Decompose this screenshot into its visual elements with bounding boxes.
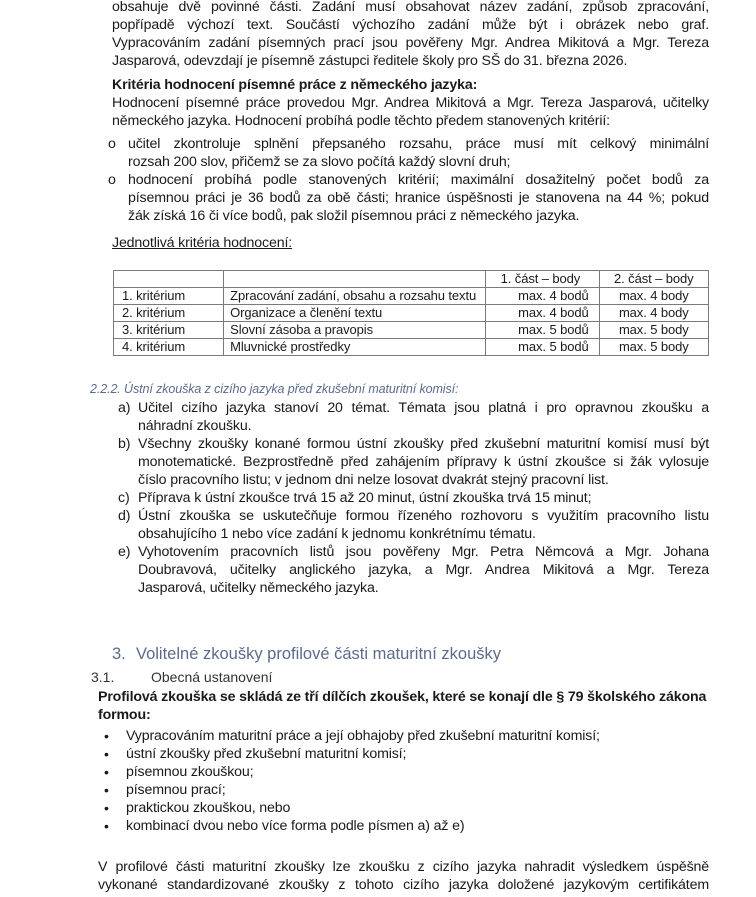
table-cell: max. 4 bodů xyxy=(486,288,599,305)
table-cell: max. 5 bodů xyxy=(486,322,599,339)
subsection-title: Obecná ustanovení xyxy=(151,669,273,685)
text-line: písemnou zkouškou; xyxy=(126,764,254,780)
bullet-marker: o xyxy=(108,136,116,152)
text-line: číslo pracovního listu; v jednom dni nelze losovat dvakrát stejný pracovní list. xyxy=(138,472,609,488)
text-line: obsahujícího 1 nebo více zadání k jednomu konkrétnímu tématu. xyxy=(138,526,536,542)
text-line: žák získá 16 či více bodů, pak složil písemnou práci z německého jazyka. xyxy=(128,208,580,224)
closing-paragraph xyxy=(98,858,709,894)
table-row xyxy=(114,305,709,322)
text-line: praktickou zkouškou, nebo xyxy=(126,800,291,816)
table-cell: 2. kritérium xyxy=(114,305,224,322)
intro-paragraph xyxy=(112,0,709,70)
table-cell: max. 4 body xyxy=(599,305,708,322)
table-header-cell xyxy=(224,271,486,288)
text-line: Vypracováním zadání písemných prací jsou pověřeny Mgr. Andrea Mikitová a Mgr. Tereza xyxy=(112,35,709,51)
list-item xyxy=(104,799,709,817)
section-3-heading xyxy=(112,644,501,664)
list-item xyxy=(118,399,709,417)
table-header-cell: 1. část – body xyxy=(486,271,599,288)
text-line: náhradní zkoušku. xyxy=(138,418,252,434)
text-line: Vypracováním maturitní práce a její obhajoby před zkušební maturitní komisí; xyxy=(126,728,600,744)
criteria-heading: Kritéria hodnocení písemné práce z německého jazyka: xyxy=(112,77,478,93)
text-line: popřípadě výchozí text. Součástí výchozího zadání může být i obrázek nebo graf. xyxy=(112,17,709,33)
list-item-continuation xyxy=(118,525,709,543)
bullet-icon: • xyxy=(104,782,109,798)
text-line: Doubravová, učitelky anglického jazyka, a Mgr. Andrea Mikitová a Mgr. Tereza xyxy=(138,562,709,578)
table-cell: max. 5 bodů xyxy=(486,339,599,356)
table-cell: max. 4 body xyxy=(599,288,708,305)
table-cell: 4. kritérium xyxy=(114,339,224,356)
table-cell: Zpracování zadání, obsahu a rozsahu textu xyxy=(224,288,486,305)
list-item xyxy=(118,489,709,507)
list-marker: e) xyxy=(118,544,131,560)
criteria-table xyxy=(113,270,709,356)
text-line: formou: xyxy=(98,707,151,723)
list-marker: c) xyxy=(118,490,130,506)
section-title: Volitelné zkoušky profilové části maturitní zkoušky xyxy=(136,645,501,663)
table-cell: 1. kritérium xyxy=(114,288,224,305)
list-item-continuation xyxy=(108,153,709,171)
list-item-continuation xyxy=(108,207,709,225)
list-item xyxy=(104,817,709,835)
oral-exam-list xyxy=(118,399,709,597)
list-marker: b) xyxy=(118,436,131,452)
section-number: 3. xyxy=(112,645,126,663)
list-item xyxy=(108,171,709,189)
text-line: ústní zkoušky před zkušební maturitní komisí; xyxy=(126,746,407,762)
text-line: Všechny zkoušky konané formou ústní zkoušky před zkušební maturitní komisí musí být xyxy=(138,436,709,452)
list-item xyxy=(108,135,709,153)
text-line: Příprava k ústní zkoušce trvá 15 až 20 minut, ústní zkouška trvá 15 minut; xyxy=(138,490,592,506)
table-cell: max. 5 body xyxy=(599,339,708,356)
list-item-continuation xyxy=(118,417,709,435)
text-line: obsahuje dvě povinné části. Zadání musí obsahovat název zadání, způsob zpracování, xyxy=(112,0,709,15)
list-item xyxy=(104,727,709,745)
text-line: Hodnocení písemné práce provedou Mgr. Andrea Mikitová a Mgr. Tereza Jasparová, učitelky xyxy=(112,95,709,111)
text-line: Profilová zkouška se skládá ze tří dílčích zkoušek, které se konají dle § 79 školského zákona xyxy=(98,689,707,705)
criteria-intro xyxy=(112,94,709,130)
table-header-cell: 2. část – body xyxy=(599,271,708,288)
list-item xyxy=(118,543,709,561)
list-item-continuation xyxy=(118,453,709,471)
text-line: německého jazyka. Hodnocení probíhá podle těchto předem stanovených kritérií: xyxy=(112,113,610,129)
table-cell: 3. kritérium xyxy=(114,322,224,339)
exam-forms-list xyxy=(104,727,709,835)
table-row xyxy=(114,339,709,356)
bullet-icon: • xyxy=(104,818,109,834)
subsection-number: 3.1. xyxy=(91,669,115,685)
text-line: písemnou prací; xyxy=(126,782,226,798)
table-row xyxy=(114,322,709,339)
text-line: Vyhotovením pracovních listů jsou pověřeny Mgr. Petra Němcová a Mgr. Johana xyxy=(138,544,709,560)
oral-exam-heading: 2.2.2. Ústní zkouška z cizího jazyka před zkušební maturitní komisí: xyxy=(90,382,459,396)
bullet-icon: • xyxy=(104,800,109,816)
list-item xyxy=(104,763,709,781)
list-item xyxy=(104,745,709,763)
list-item xyxy=(118,507,709,525)
table-row xyxy=(114,288,709,305)
table-header-cell xyxy=(114,271,224,288)
list-item xyxy=(118,435,709,453)
bullet-icon: • xyxy=(104,728,109,744)
section-3-1-heading xyxy=(91,668,272,686)
section-3-bold-intro xyxy=(98,688,709,724)
text-line: kombinací dvou nebo více forma podle písmen a) až e) xyxy=(126,818,465,834)
table-cell: max. 5 body xyxy=(599,322,708,339)
criteria-bullet-list xyxy=(108,135,709,225)
text-line: rozsah 200 slov, přičemž se za slovo počítá každý slovní druh; xyxy=(128,154,511,170)
text-line: Jasparová, učitelky německého jazyka. xyxy=(138,580,379,596)
text-line: učitel zkontroluje splnění přepsaného rozsahu, práce musí mít celkový minimální xyxy=(128,136,709,152)
table-caption: Jednotlivá kritéria hodnocení: xyxy=(112,235,293,251)
text-line: Učitel cizího jazyka stanoví 20 témat. Témata jsou platná i pro opravnou zkoušku a xyxy=(138,400,709,416)
text-line: V profilové části maturitní zkoušky lze zkoušku z cizího jazyka nahradit výsledkem úspěšně xyxy=(98,859,709,875)
list-marker: a) xyxy=(118,400,131,416)
table-cell: Organizace a členění textu xyxy=(224,305,486,322)
bullet-icon: • xyxy=(104,746,109,762)
bullet-icon: • xyxy=(104,764,109,780)
text-line: Ústní zkouška se uskutečňuje formou řízeného rozhovoru s využitím pracovního listu xyxy=(138,508,709,524)
text-line: vykonané standardizované zkoušky z tohoto cizího jazyka doložené jazykovým certifikátem xyxy=(98,877,709,893)
table-cell: max. 4 bodů xyxy=(486,305,599,322)
text-line: Jasparová, odevzdají je písemně zástupci ředitele školy pro SŠ do 31. března 2026. xyxy=(112,53,628,69)
table-header-row xyxy=(114,271,709,288)
list-item xyxy=(104,781,709,799)
list-item-continuation xyxy=(118,561,709,579)
list-item-continuation xyxy=(118,471,709,489)
list-item-continuation xyxy=(108,189,709,207)
text-line: monotematické. Bezprostředně před zahájením přípravy k ústní zkoušce si žák vylosuje xyxy=(138,454,709,470)
table-cell: Mluvnické prostředky xyxy=(224,339,486,356)
list-item-continuation xyxy=(118,579,709,597)
list-marker: d) xyxy=(118,508,131,524)
table-cell: Slovní zásoba a pravopis xyxy=(224,322,486,339)
text-line: písemnou práci je 36 bodů za obě části; hranice úspěšnosti je stanovena na 44 %; pokud xyxy=(128,190,709,206)
bullet-marker: o xyxy=(108,172,116,188)
text-line: hodnocení probíhá podle stanovených kritérií; maximální dosažitelný počet bodů za xyxy=(128,172,709,188)
